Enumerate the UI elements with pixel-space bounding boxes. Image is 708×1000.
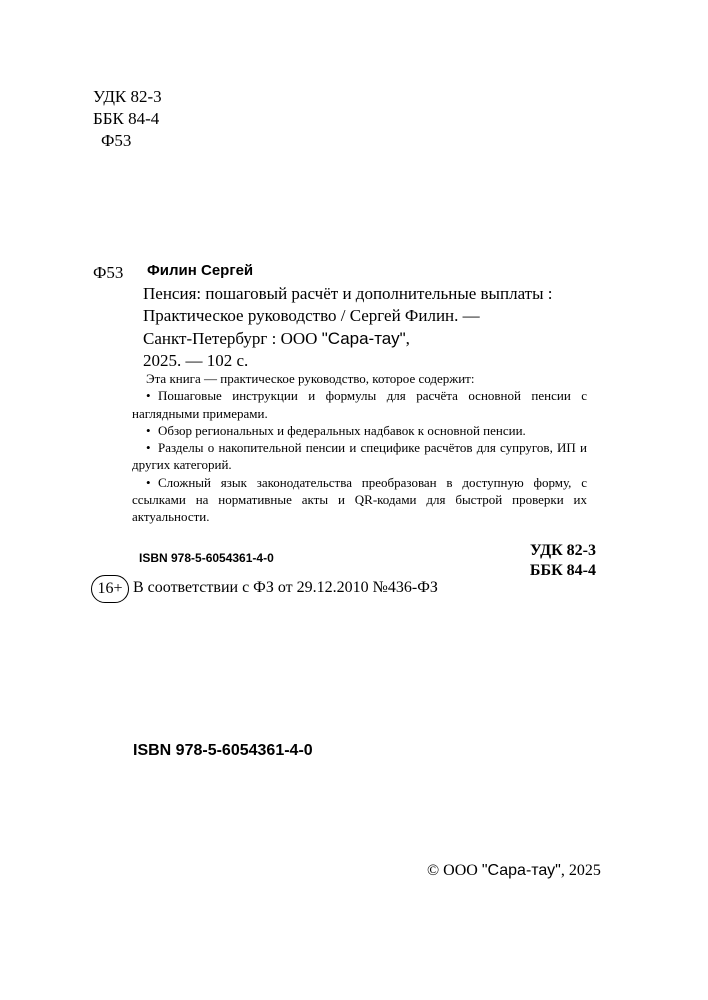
bullet-icon: • [146,440,151,456]
catalog-pub-tail: , [405,328,410,348]
top-classification-codes [93,86,162,152]
annotation-item: • Разделы о накопительной пенсии и специфике расчётов для супругов, ИП и других категорий. [132,440,587,473]
annotation-intro: Эта книга — практическое руководство, которое содержит: [146,371,475,386]
bullet-icon: • [146,474,151,490]
catalog-publisher: "Сара-тау" [321,328,406,348]
udk-code: УДК 82-3 [93,87,162,106]
catalog-year-pages: 2025. — 102 с. [143,351,249,370]
annotation-item: • Пошаговые инструкции и формулы для расчёта основной пенсии с наглядными примерами. [132,388,587,421]
copyright-suffix: , 2025 [560,862,601,879]
catalog-imprint [143,328,583,351]
bbk-code-right: ББК 84-4 [529,562,596,579]
annotation [132,370,587,526]
catalog-pub-place: Санкт-Петербург : ООО [143,328,322,348]
copyright-prefix: © ООО [427,862,482,879]
catalog-title-line-1: Пенсия: пошаговый расчёт и дополнительные выплаты : [143,283,553,303]
bullet-icon: • [146,388,151,404]
law-notice: В соответствии с ФЗ от 29.12.2010 №436-ФЗ [133,579,438,596]
annotation-item: • Сложный язык законодательства преобразован в доступную форму, с ссылками на нормативные акты и QR-кодами для быстрой проверки их актуальности. [132,474,587,525]
author-mark: Ф53 [101,131,132,150]
isbn-large: ISBN 978-5-6054361-4-0 [133,742,313,759]
copyright-notice [427,862,601,880]
isbn-small: ISBN 978-5-6054361-4-0 [139,551,274,565]
copyright-publisher: "Сара-тау" [481,862,561,879]
catalog-author-mark: Ф53 [93,263,124,282]
bbk-code: ББК 84-4 [93,109,160,128]
catalog-title-line-2: Практическое руководство / Сергей Филин. — [143,306,480,325]
annotation-item: • Обзор региональных и федеральных надбавок к основной пенсии. [146,422,526,438]
udk-code-right: УДК 82-3 [529,542,596,559]
right-classification-codes [510,541,596,581]
catalog-record [143,260,583,373]
catalog-author: Филин Сергей [147,262,254,279]
bullet-icon: • [146,422,151,438]
age-rating-badge: 16+ [91,575,129,603]
